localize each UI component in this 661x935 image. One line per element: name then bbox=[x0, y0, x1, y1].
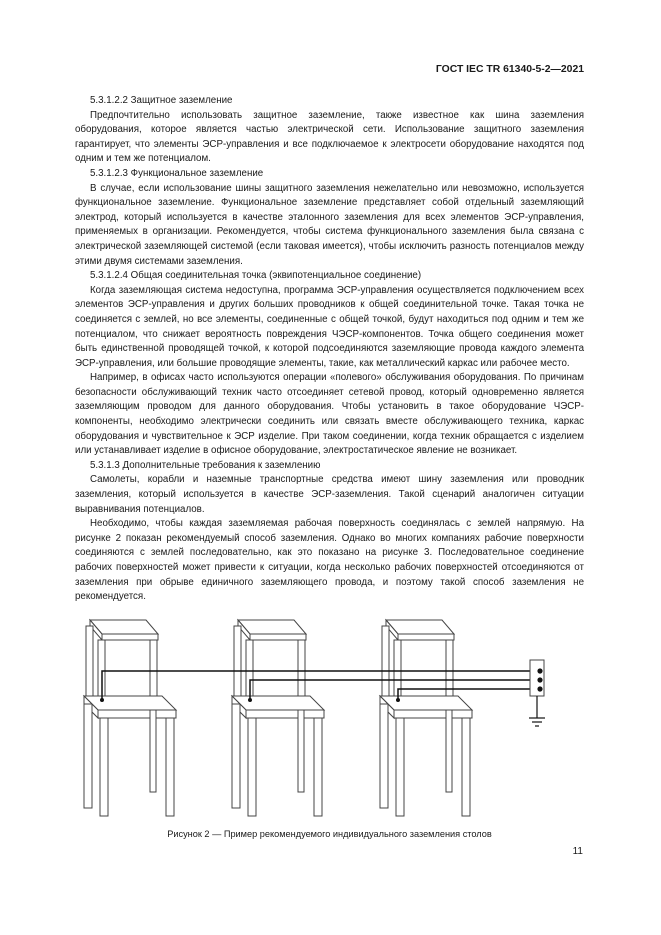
paragraph-common-point: Когда заземляющая система недоступна, программа ЭСР-управления осуществляется подключением всех элементов ЭСР-управления и других больших проводников к общей соединительной точке. Такая точка не соединяется с землей, но все элементы, соединенные с общей точкой, будут находиться под одним и тем же потенциалом, что снижает вероятность повреждения ЧЭСР-компонентов. Точка общего соединения может быть единственной проводящей точкой, к которой подсоединяются заземляющие провода каждого элемента ЭСР-управления, или большие проводящие элементы, такие, как металлический каркас или рабочее место. bbox=[75, 284, 584, 369]
section-heading-common-point: 5.3.1.2.4 Общая соединительная точка (эквипотенциальное соединение) bbox=[90, 270, 422, 282]
paragraph-vehicles: Самолеты, корабли и наземные транспортные средства имеют шину заземления или проводник заземления, который используется в качестве ЭСР-заземления. Такой сценарий аналогичен ситуации выравнивания потенциалов. bbox=[75, 474, 584, 515]
ground-wires bbox=[102, 671, 536, 700]
paragraph-protective-ground: Предпочтительно использовать защитное заземление, также известное как шина заземления оборудования, которое является частью электрической сети. Использование защитного заземления гарантирует, что элементы ЭСР-управления и все подключаемое к электросети оборудование находятся под одним и тем же потенциалом. bbox=[75, 109, 584, 165]
figure-caption: Рисунок 2 — Пример рекомендуемого индивидуального заземления столов bbox=[167, 829, 492, 839]
figure-table-grounding-diagram bbox=[70, 614, 570, 820]
section-heading-functional-ground: 5.3.1.2.3 Функциональное заземление bbox=[90, 167, 264, 179]
page-number: 11 bbox=[572, 846, 583, 857]
main-text bbox=[75, 94, 584, 605]
workbench-3 bbox=[380, 620, 472, 816]
workbench-1 bbox=[84, 620, 176, 816]
paragraph-functional-ground: В случае, если использование шины защитного заземления нежелательно или невозможно, используется функциональное заземление. Функциональное заземление представляет собой отдельный заземляющий электрод, который используется в качестве эталонного заземления для всех элементов ЭСР-управления, применяемых в организации. Рекомендуется, чтобы система функционального заземления была связана с электрической заземляющей системой (если таковая имеется), чтобы исключить разность потенциалов между этими двумя системами заземления. bbox=[75, 182, 584, 267]
document-header: ГОСТ IEC TR 61340-5-2—2021 bbox=[435, 64, 584, 75]
common-ground-block bbox=[530, 660, 544, 696]
paragraph-field-service: Например, в офисах часто используются операции «полевого» обслуживания оборудования. По причинам безопасности обслуживающий техник часто отсоединяет сетевой провод, который одновременно является заземляющим проводом для данного оборудования. Чтобы установить в такое оборудование ЧЭСР-компоненты, необходимо электрически соединить или связать вместе обслуживающего техника, каркас оборудования и чувствительное к ЭСР изделие. При таком соединении, когда техник обращается с изделием или устанавливает изделие в офисное оборудование, электростатическое явление не возникает. bbox=[75, 372, 584, 457]
workbench-2 bbox=[232, 620, 324, 816]
paragraph-direct-grounding: Необходимо, чтобы каждая заземляемая рабочая поверхность соединялась с землей напрямую. На рисунке 2 показан рекомендуемый способ заземления. Однако во многих компаниях рабочие поверхности соединяются с землей последовательно, как это показано на рисунке 3. Последовательное соединение рабочих поверхностей может привести к ситуации, когда несколько рабочих поверхностей отсоединяются от заземления при обрыве единичного заземляющего провода, и поэтому такой способ заземления не рекомендуется. bbox=[75, 518, 584, 603]
ground-icon bbox=[529, 696, 545, 726]
section-heading-protective-ground: 5.3.1.2.2 Защитное заземление bbox=[90, 95, 233, 106]
section-heading-additional-requirements: 5.3.1.3 Дополнительные требования к заземлению bbox=[90, 459, 321, 471]
